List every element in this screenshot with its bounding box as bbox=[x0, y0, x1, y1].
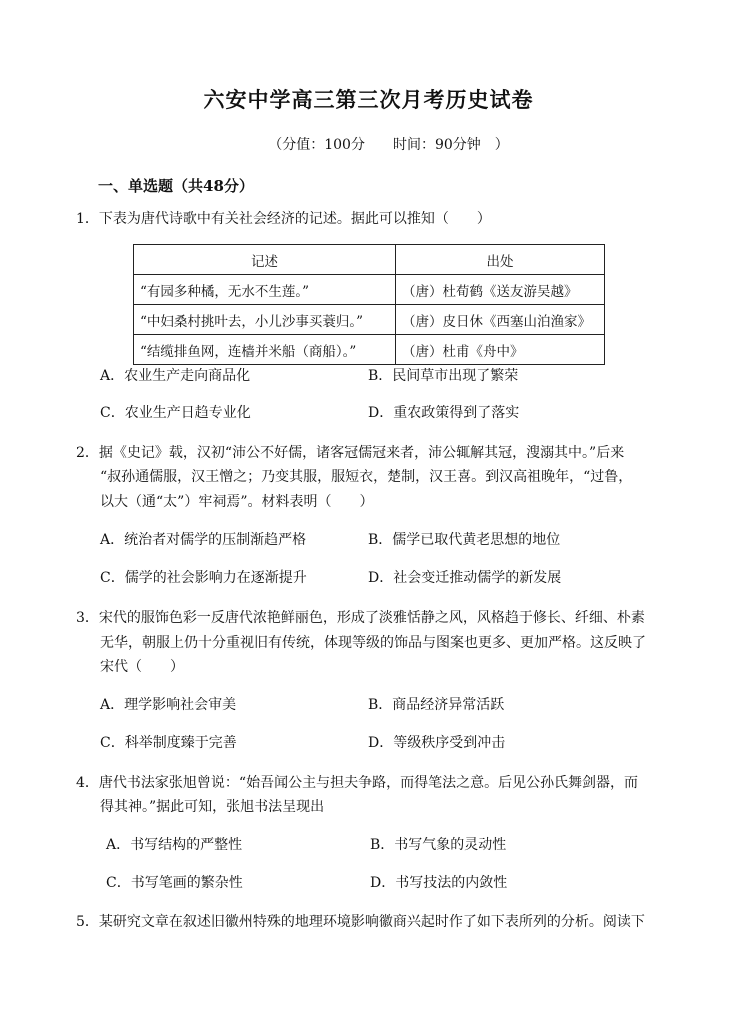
q1-option-d[interactable]: D．重农政策得到了落实 bbox=[368, 405, 520, 421]
exam-subtitle: （分值：100分 时间：90分钟 ） bbox=[268, 137, 509, 153]
question-4-line-2: 得其神。”据此可知，张旭书法呈现出 bbox=[100, 799, 325, 815]
q3-option-d[interactable]: D．等级秩序受到冲击 bbox=[368, 735, 506, 751]
q3-option-a[interactable]: A．理学影响社会审美 bbox=[100, 697, 237, 713]
q2-option-c[interactable]: C．儒学的社会影响力在逐渐提升 bbox=[100, 570, 307, 586]
q4-option-d[interactable]: D．书写技法的内敛性 bbox=[370, 875, 508, 891]
q4-option-c[interactable]: C．书写笔画的繁杂性 bbox=[106, 875, 243, 891]
question-3-line-2: 无华，朝服上仍十分重视旧有传统，体现等级的饰品与图案也更多、更加严格。这反映了 bbox=[100, 635, 646, 651]
table-cell-record: “结缆排鱼网，连樯并米船（商船）。” bbox=[134, 335, 396, 365]
section-heading: 一、单选题（共48分） bbox=[98, 177, 254, 195]
table-row bbox=[134, 305, 605, 335]
table-cell-record: “中妇桑村挑叶去，小儿沙事买蓑归。” bbox=[134, 305, 396, 335]
table-row bbox=[134, 275, 605, 305]
question-3-line-3: 宋代（ ） bbox=[100, 659, 184, 675]
question-2-line-1: 2．据《史记》载，汉初“沛公不好儒，诸客冠儒冠来者，沛公辄解其冠，溲溺其中。”后来 bbox=[76, 445, 625, 461]
table-header-row bbox=[134, 245, 605, 275]
q2-option-b[interactable]: B．儒学已取代黄老思想的地位 bbox=[368, 532, 561, 548]
q2-option-a[interactable]: A．统治者对儒学的压制渐趋严格 bbox=[100, 532, 307, 548]
q2-option-d[interactable]: D．社会变迁推动儒学的新发展 bbox=[368, 570, 562, 586]
question-3-line-1: 3．宋代的服饰色彩一反唐代浓艳鲜丽色，形成了淡雅恬静之风，风格趋于修长、纤细、朴素 bbox=[76, 610, 645, 626]
question-5-line-1: 5．某研究文章在叙述旧徽州特殊的地理环境影响徽商兴起时作了如下表所列的分析。阅读下 bbox=[76, 914, 645, 930]
question-1-table bbox=[133, 244, 605, 365]
table-cell-source: （唐）杜荀鹤《送友游吴越》 bbox=[396, 275, 605, 305]
question-4-line-1: 4．唐代书法家张旭曾说：“始吾闻公主与担夫争路，而得笔法之意。后见公孙氏舞剑器，而 bbox=[76, 775, 639, 791]
q4-option-b[interactable]: B．书写气象的灵动性 bbox=[370, 837, 507, 853]
question-1-stem: 1．下表为唐代诗歌中有关社会经济的记述。据此可以推知（ ） bbox=[76, 211, 491, 227]
table-header-source: 出处 bbox=[396, 245, 605, 275]
table-header-record: 记述 bbox=[134, 245, 396, 275]
question-2-line-2: “叔孙通儒服，汉王憎之；乃变其服，服短衣，楚制，汉王喜。到汉高祖晚年，“过鲁， bbox=[100, 469, 633, 485]
q3-option-b[interactable]: B．商品经济异常活跃 bbox=[368, 697, 505, 713]
q1-option-c[interactable]: C．农业生产日趋专业化 bbox=[100, 405, 251, 421]
table-cell-source: （唐）皮日休《西塞山泊渔家》 bbox=[396, 305, 605, 335]
exam-title: 六安中学高三第三次月考历史试卷 bbox=[203, 87, 534, 112]
q3-option-c[interactable]: C．科举制度臻于完善 bbox=[100, 735, 237, 751]
q1-option-a[interactable]: A．农业生产走向商品化 bbox=[100, 368, 251, 384]
q1-option-b[interactable]: B．民间草市出现了繁荣 bbox=[368, 368, 519, 384]
table-cell-record: “有园多种橘，无水不生莲。” bbox=[134, 275, 396, 305]
table-cell-source: （唐）杜甫《舟中》 bbox=[396, 335, 605, 365]
q4-option-a[interactable]: A．书写结构的严整性 bbox=[106, 837, 243, 853]
table-row bbox=[134, 335, 605, 365]
question-2-line-3: 以大（通“太”）牢祠焉”。材料表明（ ） bbox=[100, 494, 374, 510]
